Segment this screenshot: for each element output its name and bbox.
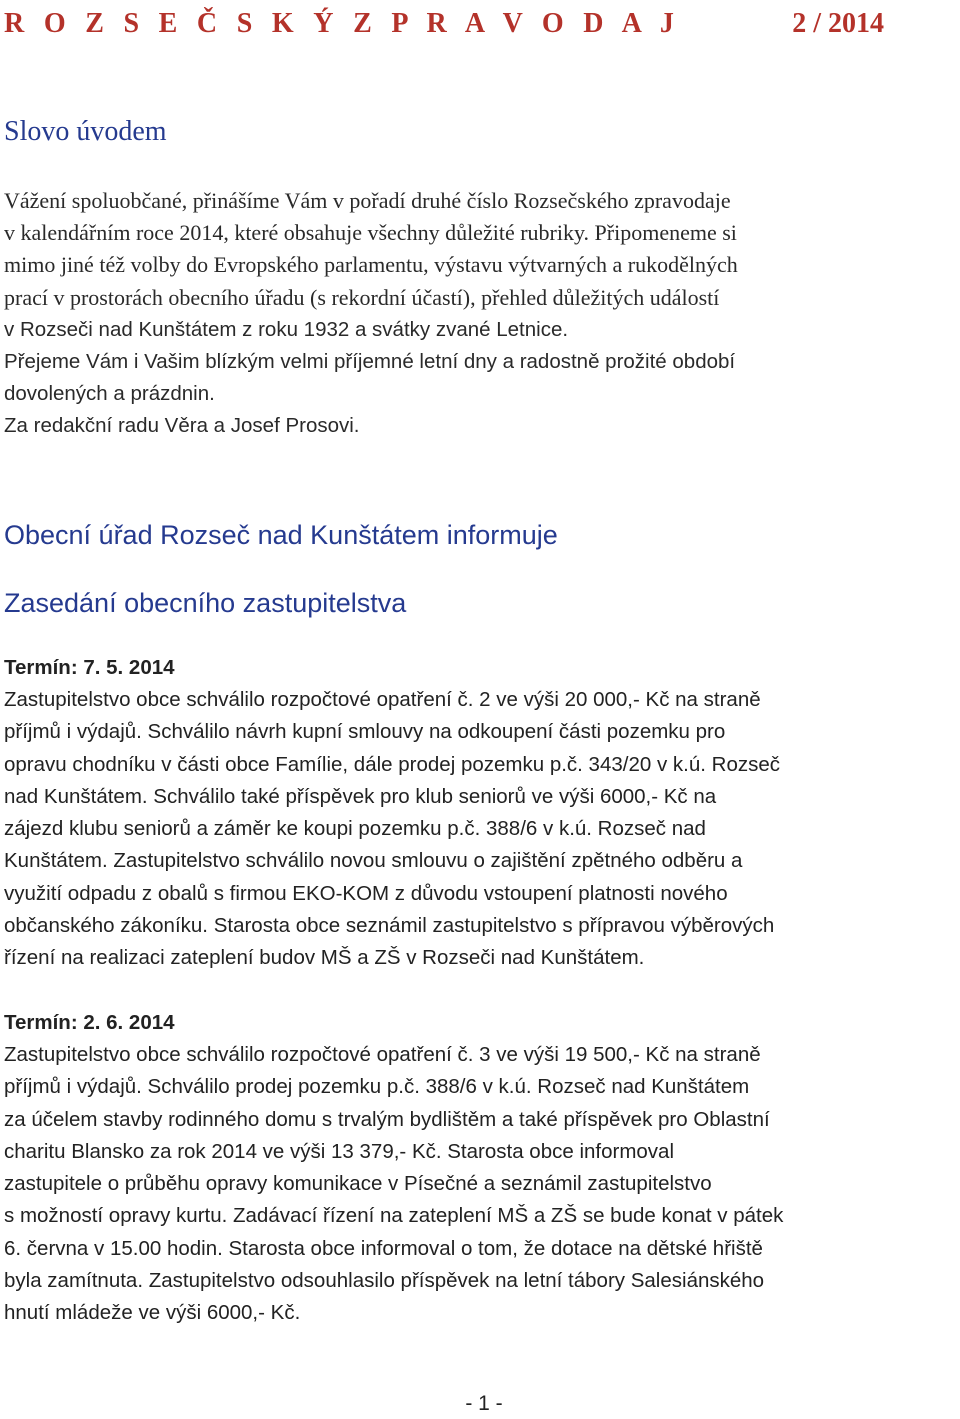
newsletter-page xyxy=(4,0,956,1419)
meeting-date: Termín: 7. 5. 2014 xyxy=(4,656,175,679)
intro-line: prací v prostorách obecního úřadu (s rekordní účastí), přehled důležitých událostí xyxy=(4,284,720,310)
meeting-line: Kunštátem. Zastupitelstvo schválilo novou smlouvu o zajištění zpětného odběru a xyxy=(4,849,743,873)
meeting-record xyxy=(4,1007,954,1330)
meeting-line: s možností opravy kurtu. Zadávací řízení na zateplení MŠ a ZŠ se bude konat v pátek xyxy=(4,1204,784,1228)
meeting-line: za účelem stavby rodinného domu s trvalým bydlištěm a také příspěvek pro Oblastní xyxy=(4,1107,770,1131)
meeting-record xyxy=(4,652,954,975)
meeting-line: využití odpadu z obalů s firmou EKO-KOM z důvodu vstoupení platnosti nového xyxy=(4,881,728,905)
intro-line: v kalendářním roce 2014, které obsahuje všechny důležité rubriky. Připomeneme si xyxy=(4,220,737,246)
intro-heading: Slovo úvodem xyxy=(4,116,167,147)
meeting-line: zájezd klubu seniorů a záměr ke koupi pozemku p.č. 388/6 v k.ú. Rozseč nad xyxy=(4,817,706,841)
meeting-line: hnutí mládeže ve výši 6000,- Kč. xyxy=(4,1301,301,1325)
meeting-line: zastupitele o průběhu opravy komunikace v Písečné a seznámil zastupitelstvo xyxy=(4,1172,712,1196)
intro-line: v Rozseči nad Kunštátem z roku 1932 a svátky zvané Letnice. xyxy=(4,317,569,341)
meeting-line: řízení na realizaci zateplení budov MŠ a ZŠ v Rozseči nad Kunštátem. xyxy=(4,946,645,970)
section-heading: Obecní úřad Rozseč nad Kunštátem informuje xyxy=(4,520,558,550)
meeting-line: příjmů i výdajů. Schválilo prodej pozemku p.č. 388/6 v k.ú. Rozseč nad Kunštátem xyxy=(4,1075,750,1099)
intro-line: Vážení spoluobčané, přinášíme Vám v pořadí druhé číslo Rozsečského zpravodaje xyxy=(4,188,731,213)
intro-line: Přejeme Vám i Vašim blízkým velmi příjemné letní dny a radostně prožité období xyxy=(4,350,736,374)
issue-number: 2 / 2014 xyxy=(792,8,884,39)
meeting-line: Zastupitelstvo obce schválilo rozpočtové opatření č. 3 ve výši 19 500,- Kč na straně xyxy=(4,1043,761,1066)
meeting-line: opravu chodníku v části obce Famílie, dále prodej pozemku p.č. 343/20 v k.ú. Rozseč xyxy=(4,752,780,776)
meeting-date: Termín: 2. 6. 2014 xyxy=(4,1011,175,1034)
intro-text xyxy=(4,185,952,443)
page-number: - 1 - xyxy=(465,1392,503,1415)
meeting-line: byla zamítnuta. Zastupitelstvo odsouhlasilo příspěvek na letní tábory Salesiánského xyxy=(4,1269,765,1293)
meeting-line: příjmů i výdajů. Schválilo návrh kupní smlouvy na odkoupení části pozemku pro xyxy=(4,720,726,744)
meeting-line: občanského zákoníku. Starosta obce seznámil zastupitelstvo s přípravou výběrových xyxy=(4,914,775,938)
intro-line: dovolených a prázdnin. xyxy=(4,382,215,406)
meeting-line: nad Kunštátem. Schválilo také příspěvek pro klub seniorů ve výši 6000,- Kč na xyxy=(4,784,717,808)
meeting-text xyxy=(4,684,954,975)
meeting-line: charitu Blansko za rok 2014 ve výši 13 379,- Kč. Starosta obce informoval xyxy=(4,1139,675,1163)
meeting-text xyxy=(4,1039,954,1330)
intro-line: mimo jiné též volby do Evropského parlamentu, výstavu výtvarných a rukodělných xyxy=(4,252,738,278)
newsletter-header xyxy=(4,6,884,42)
meeting-line: 6. června v 15.00 hodin. Starosta obce informoval o tom, že dotace na dětské hřiště xyxy=(4,1236,763,1260)
intro-signature: Za redakční radu Věra a Josef Prosovi. xyxy=(4,414,360,438)
newsletter-title: R O Z S E Č S K Ý Z P R A V O D A J xyxy=(4,8,681,39)
meeting-line: Zastupitelstvo obce schválilo rozpočtové opatření č. 2 ve výši 20 000,- Kč na straně xyxy=(4,688,761,711)
section-subheading: Zasedání obecního zastupitelstva xyxy=(4,588,407,618)
